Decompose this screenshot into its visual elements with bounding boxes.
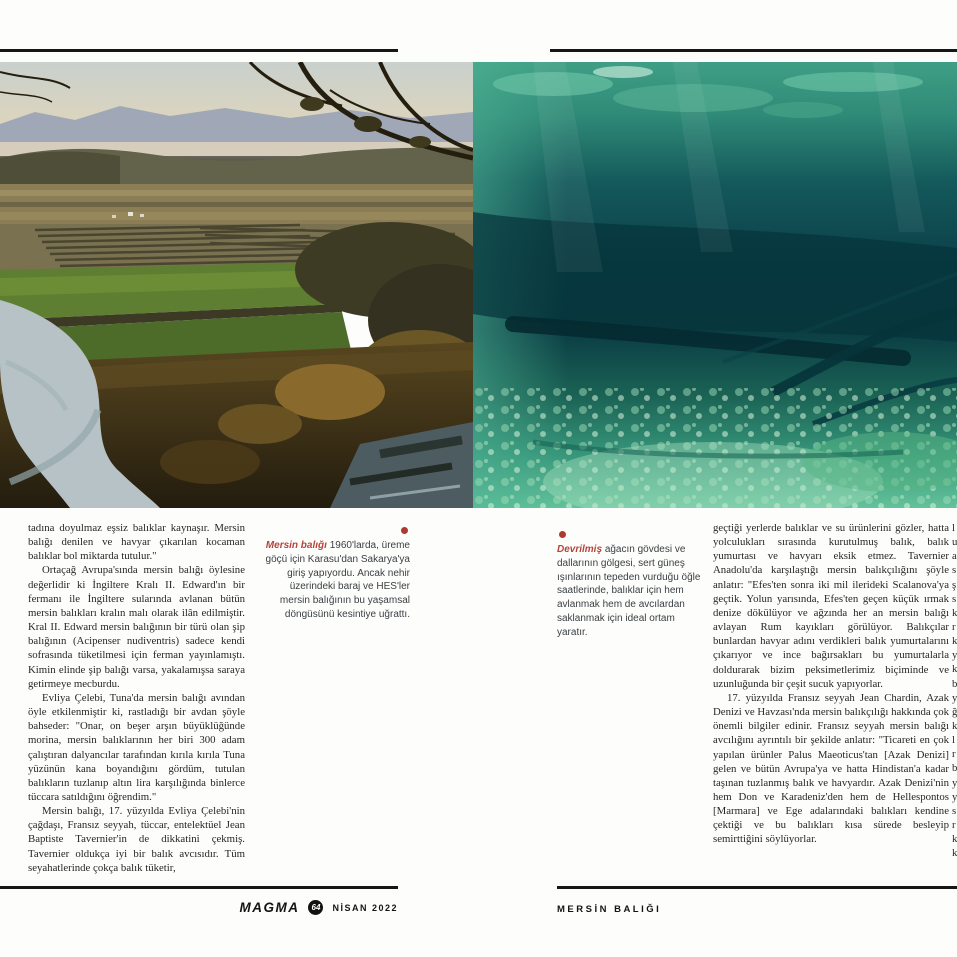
right-body-column bbox=[713, 521, 949, 847]
caption-text: 1960'larda, üreme göçü için Karasu'dan Sakarya'ya giriş yapıyordu. Ancak nehir üzerindeki baraj ve HES'ler mersin balığının bu yaşamsal döngüsünü kesintiye uğrattı. bbox=[265, 540, 410, 620]
top-rule-left-page bbox=[0, 49, 398, 52]
issue-date: NİSAN 2022 bbox=[332, 902, 398, 913]
clipped-line-fragment: l bbox=[952, 734, 955, 747]
bottom-rule-right-page bbox=[557, 886, 957, 889]
left-photo-caption bbox=[258, 526, 410, 622]
river-landscape-illustration bbox=[0, 62, 473, 508]
body-paragraph: Ortaçağ Avrupa'sında mersin balığı öylesine değerlidir ki İngiltere Kralı II. Edward'ın bir fermanı ile İngiltere sularında avlanan bütün mersin balıkları kralın malı olarak ilân edilmiştir. Kral II. Edward mersin balığının bir türü olan şip balığının (Acipenser nudiventris) sadece kendi sofrasında tüketilmesi için ferman yayınlamıştı. Kimin elinde şip balığı varsa, yakalamışsa saraya getirmeye mecburdu. bbox=[28, 564, 245, 690]
magma-logo: MAGMA bbox=[239, 900, 300, 915]
bottom-rule-left-page bbox=[0, 886, 398, 889]
caption-lead: Devrilmiş bbox=[557, 544, 603, 555]
clipped-line-fragment: s bbox=[952, 592, 957, 605]
clipped-line-fragment: k bbox=[952, 635, 957, 648]
clipped-line-fragment: y bbox=[952, 776, 957, 789]
clipped-line-fragment: r bbox=[952, 620, 956, 633]
caption-bullet-icon bbox=[401, 527, 408, 534]
clipped-line-fragment: a bbox=[952, 550, 957, 563]
right-page-footer bbox=[557, 904, 661, 915]
clipped-next-column bbox=[952, 521, 957, 860]
clipped-line-fragment: l bbox=[952, 522, 955, 534]
right-photo-caption bbox=[557, 530, 707, 640]
article-title-footer: MERSİN BALIĞI bbox=[557, 904, 662, 915]
body-paragraph: 17. yüzyılda Fransız seyyah Jean Chardin, Azak Denizi ve Havzası'nda mersin balıkçılığı hakkında çok önemli bilgiler edinir. Fransız seyyah mersin balığı avcılığını ayrıntılı bir şekilde anlatır: "Ticareti en çok yapılan ürünler Palus Maeoticus'tan [Azak Denizi] gelen ve bütün Avrupa'ya ve hatta Hindistan'a kadar taşınan tuzlanmış balık ve havyardır. Azak Denizi'nin hem Don ve Karadeniz'den hem de Hellespontos [Marmara] ve Ege adalarındaki balıkları kendine çektiği ve bu balıkları kısa sürede besleyip semirttiğini söylüyorlar. bbox=[713, 691, 949, 846]
body-paragraph: Mersin balığı, 17. yüzyılda Evliya Çelebi'nin çağdaşı, Fransız seyyah, tüccar, entelektüel Jean Baptiste Tavernier'in de dikkatini çekmiş. Tavernier oldukça iyi bir balık avcısıdır. Tüm seyahatlerinde çokça balık tüketir, bbox=[28, 805, 245, 874]
body-paragraph: Evliya Çelebi, Tuna'da mersin balığı avından öyle etkilenmiştir ki, rastladığı bir avdan şöyle bahseder: "Onar, on beşer arşın büyüklüğünde morina, mersin balıklarının her biri 300 adam çalıştıran dalyancılar tarafından kırıla kırıla Tuna yüzünün kana boyandığını gördüm, tutulan balıkların tuzlanıp altın lira karşılığında binlerce tüccara satıldığını öğrendim." bbox=[28, 691, 245, 803]
clipped-line-fragment: k bbox=[952, 833, 957, 846]
left-page-footer bbox=[0, 900, 398, 915]
caption-lead: Mersin balığı bbox=[265, 540, 327, 551]
clipped-line-fragment: k bbox=[952, 719, 957, 732]
clipped-line-fragment: k bbox=[952, 663, 957, 676]
clipped-line-fragment: r bbox=[952, 818, 956, 831]
page-number-badge: 64 bbox=[308, 900, 323, 915]
caption-bullet-icon bbox=[559, 531, 566, 538]
body-paragraph: tadına doyulmaz eşsiz balıklar kaynaşır. Mersin balığı denilen ve havyar çıkarılan kocaman balıklar bol miktarda tutulur." bbox=[28, 522, 245, 563]
clipped-line-fragment: ğ bbox=[952, 705, 957, 718]
caption-text: ağacın gövdesi ve dallarının gölgesi, sert güneş ışınlarının tepeden vurduğu öğle saatlerinde, balıklar için hem avlanmak hem de avcılardan saklanmak için ideal ortam yaratır. bbox=[557, 544, 701, 638]
clipped-line-fragment: r bbox=[952, 748, 956, 761]
clipped-line-fragment: y bbox=[952, 649, 957, 662]
clipped-line-fragment: k bbox=[952, 847, 957, 860]
top-rule-right-page bbox=[550, 49, 957, 52]
clipped-line-fragment: y bbox=[952, 790, 957, 803]
clipped-line-fragment: b bbox=[952, 762, 957, 775]
clipped-line-fragment: k bbox=[952, 606, 957, 619]
clipped-line-fragment: u bbox=[952, 536, 957, 549]
body-paragraph: geçtiği yerlerde balıklar ve su ürünlerini gözler, hatta yolculukları sırasında kurutulmuş balık, balık yumurtası ve havyarı eksik etmez. Tavernier Anadolu'da karşılaştığı mersin balıkçılığını şöyle anlatır: "Efes'ten sonra iki mil ilerideki Scalanova'ya geçtik. Yolun yarısında, Efes'ten geçen küçük ırmak denize dökülüyor ve ağzında her an mersin balığı avlayan Rum kayıkları görülüyor. Balıkçılar bunlardan havyar adını verdikleri balık yumurtalarını çıkarıyor ve ince bağırsakları bu yumurtalarla doldurarak bizim peksimetlerimiz biçiminde ve uzunluğunda bir çeşit sucuk yapıyorlar. bbox=[713, 522, 949, 690]
underwater-photo bbox=[473, 62, 957, 508]
clipped-line-fragment: s bbox=[952, 564, 957, 577]
clipped-line-fragment: s bbox=[952, 804, 957, 817]
clipped-line-fragment: ş bbox=[952, 578, 957, 591]
clipped-line-fragment: y bbox=[952, 691, 957, 704]
left-body-column bbox=[28, 521, 245, 875]
river-landscape-photo bbox=[0, 62, 473, 508]
underwater-illustration bbox=[473, 62, 957, 508]
clipped-line-fragment: b bbox=[952, 677, 957, 690]
